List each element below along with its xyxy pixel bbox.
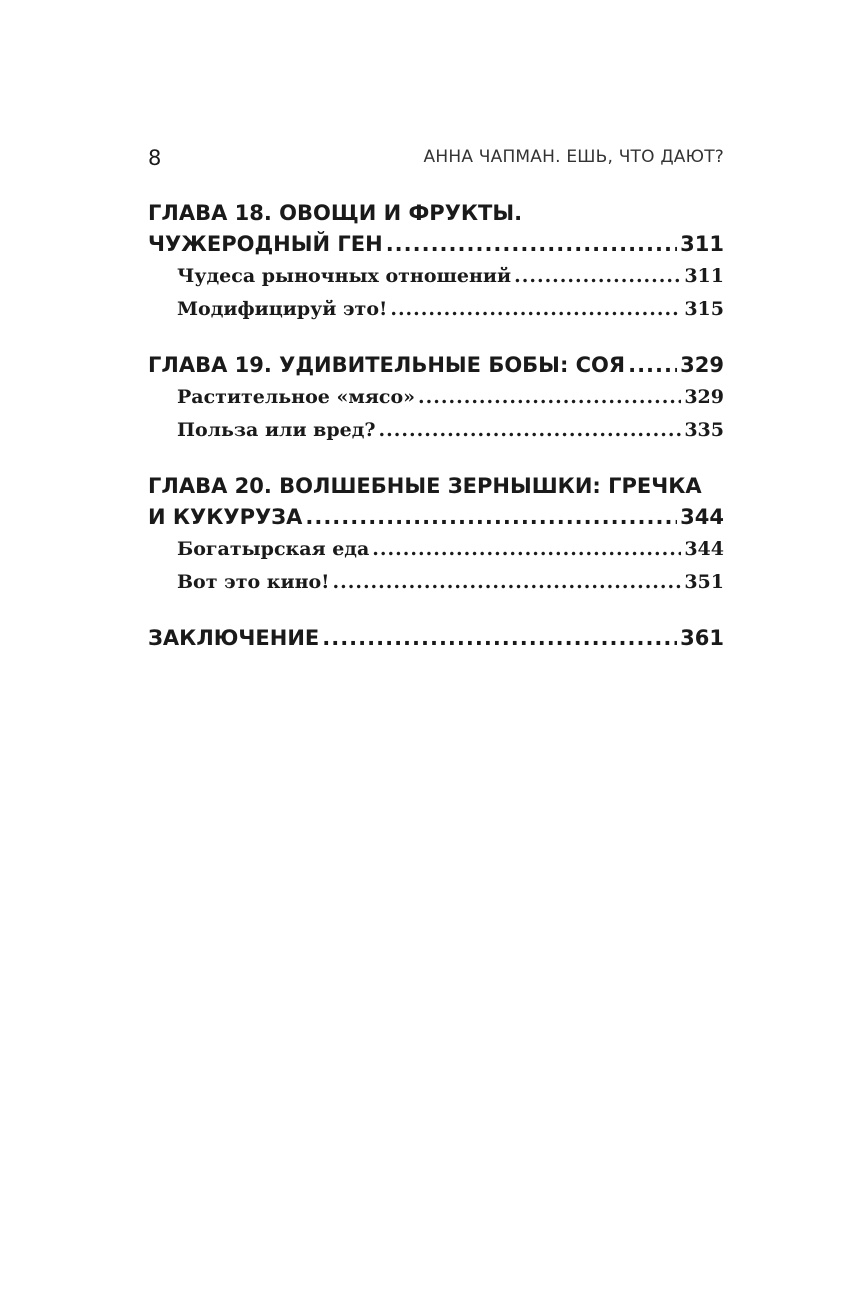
- dot-leader: [386, 229, 677, 260]
- toc-entry-chapter-19[interactable]: [148, 350, 724, 381]
- page-ref: 311: [680, 232, 724, 256]
- dot-leader: [305, 502, 677, 533]
- page-ref: 344: [680, 505, 724, 529]
- page-ref: 315: [684, 298, 724, 320]
- dot-leader: [379, 414, 682, 447]
- toc-chapter-20: [148, 471, 724, 599]
- chapter-title-line: [148, 198, 724, 229]
- section-title: Богатырская еда: [177, 538, 370, 560]
- toc-entry-section[interactable]: [148, 381, 724, 414]
- toc-conclusion: [148, 623, 724, 654]
- dot-leader: [332, 566, 681, 599]
- toc-entry-section[interactable]: [148, 260, 724, 293]
- section-title: Модифицируй это!: [177, 298, 388, 320]
- table-of-contents: [148, 198, 724, 678]
- chapter-title-text: И КУКУРУЗА: [148, 505, 303, 529]
- toc-chapter-19: [148, 350, 724, 447]
- toc-entry-section[interactable]: [148, 293, 724, 326]
- toc-entry-section[interactable]: [148, 566, 724, 599]
- chapter-title-text: ЗАКЛЮЧЕНИЕ: [148, 626, 320, 650]
- chapter-title-text: ГЛАВА 18. ОВОЩИ И ФРУКТЫ.: [148, 201, 523, 225]
- chapter-title-line: [148, 471, 724, 502]
- section-title: Вот это кино!: [177, 571, 330, 593]
- dot-leader: [418, 381, 681, 414]
- page-ref: 344: [684, 538, 724, 560]
- page-ref: 335: [684, 419, 724, 441]
- toc-entry-chapter-20[interactable]: [148, 502, 724, 533]
- chapter-title-text: ГЛАВА 20. ВОЛШЕБНЫЕ ЗЕРНЫШКИ: ГРЕЧКА: [148, 474, 702, 498]
- chapter-title-text: ГЛАВА 19. УДИВИТЕЛЬНЫЕ БОБЫ: СОЯ: [148, 353, 626, 377]
- toc-entry-section[interactable]: [148, 414, 724, 447]
- section-title: Чудеса рыночных отношений: [177, 265, 512, 287]
- section-title: Польза или вред?: [177, 419, 376, 441]
- toc-chapter-18: [148, 198, 724, 326]
- dot-leader: [514, 260, 681, 293]
- dot-leader: [628, 350, 677, 381]
- page-ref: 329: [684, 386, 724, 408]
- page-ref: 351: [684, 571, 724, 593]
- section-title: Растительное «мясо»: [177, 386, 416, 408]
- page-ref: 329: [680, 353, 724, 377]
- page-number: 8: [148, 146, 162, 170]
- page-ref: 361: [680, 626, 724, 650]
- dot-leader: [390, 293, 681, 326]
- toc-entry-chapter-18[interactable]: [148, 229, 724, 260]
- toc-entry-section[interactable]: [148, 533, 724, 566]
- page-ref: 311: [684, 265, 724, 287]
- dot-leader: [322, 623, 677, 654]
- chapter-title-text: ЧУЖЕРОДНЫЙ ГЕН: [148, 232, 383, 256]
- running-title: АННА ЧАПМАН. ЕШЬ, ЧТО ДАЮТ?: [423, 147, 724, 167]
- toc-entry-conclusion[interactable]: [148, 623, 724, 654]
- dot-leader: [372, 533, 681, 566]
